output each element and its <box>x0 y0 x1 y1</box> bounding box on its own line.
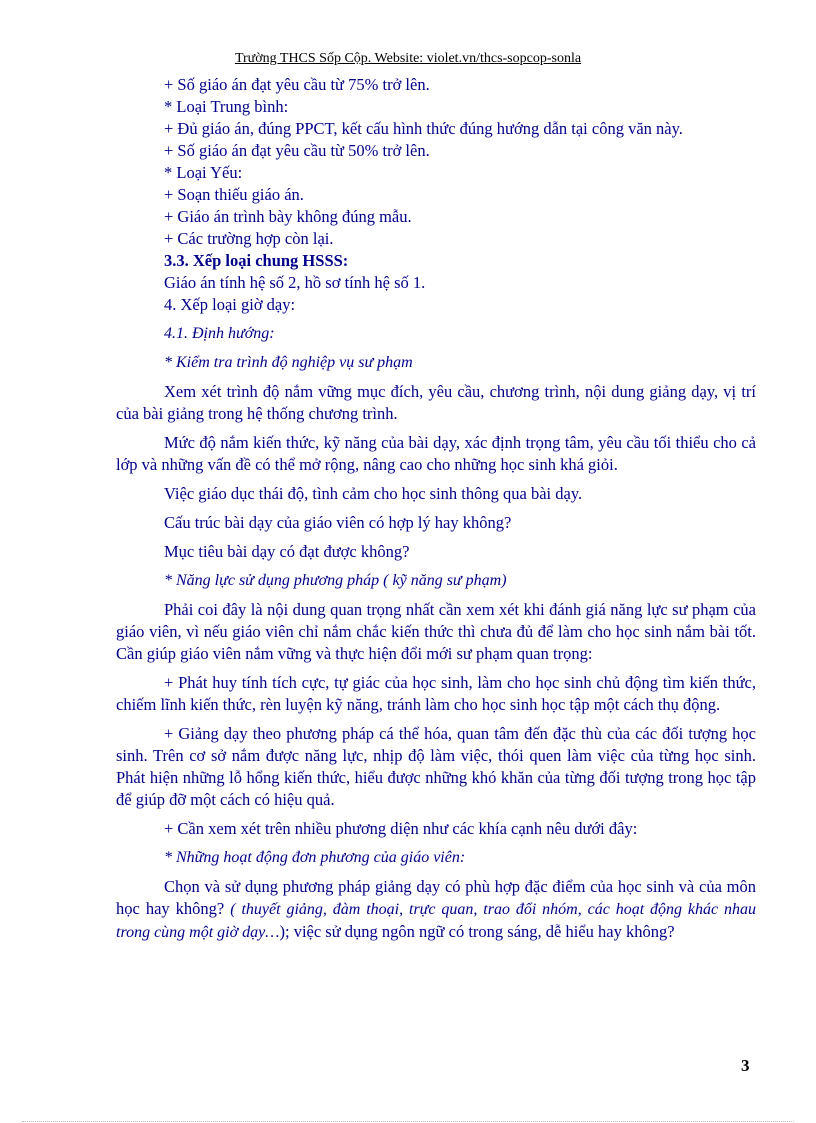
paragraph: Phải coi đây là nội dung quan trọng nhất cần xem xét khi đánh giá năng lực sư phạm của giáo viên, vì nếu giáo viên chỉ nắm chắc kiến thức thì chưa đủ để làm cho học sinh nắm bài tốt. Cần giúp giáo viên nắm vững và thực hiện đổi mới sư phạm quan trọng: <box>116 600 756 663</box>
page-header <box>0 50 816 68</box>
paragraph: + Cần xem xét trên nhiều phương diện như các khía cạnh nêu dưới đây: <box>164 819 638 838</box>
page-number: 3 <box>741 1056 750 1075</box>
paragraph-line: * Loại Yếu: <box>164 163 243 182</box>
paragraph-line: + Các trường hợp còn lại. <box>164 229 334 248</box>
subsection-heading: * Năng lực sử dụng phương pháp ( kỹ năng sư phạm) <box>164 572 507 589</box>
paragraph-line: Giáo án tính hệ số 2, hồ sơ tính hệ số 1. <box>164 273 426 292</box>
paragraph <box>116 876 756 944</box>
paragraph-line: * Loại Trung bình: <box>164 97 289 116</box>
header-text: Trường THCS Sốp Cộp. Website: violet.vn/thcs-sopcop-sonla <box>234 51 582 66</box>
paragraph-line: + Số giáo án đạt yêu cầu từ 75% trở lên. <box>164 75 430 94</box>
paragraph: Cấu trúc bài dạy của giáo viên có hợp lý hay không? <box>164 513 512 532</box>
subsection-heading: * Những hoạt động đơn phương của giáo viên: <box>164 849 466 866</box>
paragraph: Xem xét trình độ nắm vững mục đích, yêu cầu, chương trình, nội dung giảng dạy, vị trí của bài giảng trong hệ thống chương trình. <box>116 382 756 423</box>
paragraph: Việc giáo dục thái độ, tình cảm cho học sinh thông qua bài dạy. <box>164 484 583 503</box>
paragraph-text: ); việc sử dụng ngôn ngữ có trong sáng, dễ hiểu hay không? <box>279 922 675 941</box>
page-content <box>116 74 756 944</box>
footer-divider <box>22 1121 794 1122</box>
section-heading: 4. Xếp loại giờ dạy: <box>164 295 296 314</box>
paragraph: + Phát huy tính tích cực, tự giác của học sinh, làm cho học sinh chủ động tìm kiến thức, chiếm lĩnh kiến thức, rèn luyện kỹ năng, tránh làm cho học sinh học tập một cách thụ động. <box>116 673 756 714</box>
paragraph: + Đủ giáo án, đúng PPCT, kết cấu hình thức đúng hướng dẫn tại công văn này. <box>164 119 683 138</box>
paragraph-text: Chọn và sử dụng phương pháp giảng dạy có phù hợp đặc điểm của học sinh và của môn học hay không? <box>116 877 756 918</box>
paragraph: Mức độ nắm kiến thức, kỹ năng của bài dạy, xác định trọng tâm, yêu cầu tối thiểu cho cả lớp và những vấn đề có thể mở rộng, nâng cao cho những học sinh khá giỏi. <box>116 433 756 474</box>
paragraph-line: + Soạn thiếu giáo án. <box>164 185 304 204</box>
subsection-heading: * Kiểm tra trình độ nghiệp vụ sư phạm <box>164 354 413 371</box>
subsection-heading: 4.1. Định hướng: <box>164 325 275 342</box>
paragraph: + Giảng dạy theo phương pháp cá thể hóa, quan tâm đến đặc thù của các đối tượng học sinh. Trên cơ sở nắm được năng lực, nhịp độ làm việc, thói quen làm việc của từng học sinh. Phát hiện những lỗ hổng kiến thức, hiểu được những khó khăn của từng đối tượng trong học tập để giúp đỡ một cách có hiệu quả. <box>116 724 756 809</box>
section-heading: 3.3. Xếp loại chung HSSS: <box>164 251 349 270</box>
paragraph: Mục tiêu bài dạy có đạt được không? <box>164 542 410 561</box>
paragraph-line: + Giáo án trình bày không đúng mẫu. <box>164 207 412 226</box>
paragraph-line: + Số giáo án đạt yêu cầu từ 50% trở lên. <box>164 141 430 160</box>
paragraph-italic-text: ( thuyết giảng, đàm thoại, trực quan, trao đổi nhóm, các hoạt động khác nhau trong cùng một giờ dạy… <box>116 901 756 941</box>
